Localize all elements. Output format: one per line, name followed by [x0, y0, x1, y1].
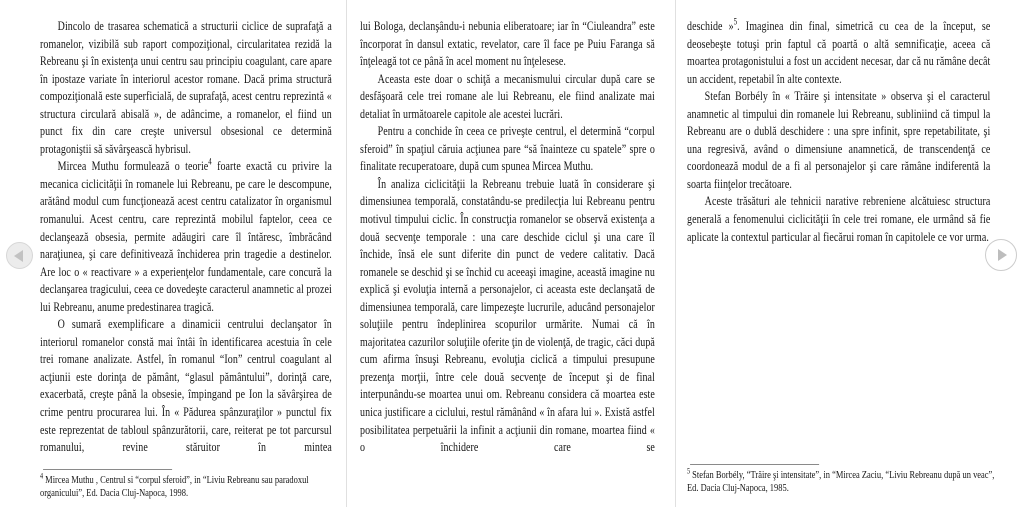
- paragraph: Aceste trăsături ale tehnicii narative rebreniene alcătuiesc structura generală a fenomenului ciclicităţii în cele trei romane, ele urmând să fie aplicate la contextul particular al fiecărui roman în capitolele ce vor urma.: [687, 193, 991, 244]
- text-run: Mircea Muthu , Centrul si “corpul sferoid”, in “Liviu Rebreanu sau paradoxul organicului”, Ed. Dacia Cluj-Napoca, 1998.: [40, 474, 309, 500]
- paragraph: Stefan Borbély în « Trăire şi intensitate » observa şi el caracterul anamnetic al timpului din romanele lui Rebreanu, subliniind că timpul la Rebreanu are o dublă deschidere : una spre infinit, spre repetabilitate, şi una regresivă, având o dimensiune anamnetică, de transcendenţă ce coordonează modul de a fi al personajelor şi care rămâne indiferentă la soarta fiinţelor trecătoare.: [687, 88, 991, 191]
- footnote-separator: [43, 469, 172, 470]
- text-run: . Imaginea din final, simetrică cu cea de la început, se deosebeşte totuşi prin faptul că poartă o altă semnificaţie, aceea că moartea protagonistului a fost un accident necesar, dar că nu rămâne decât un accident, repetabil în alte contexte.: [687, 18, 991, 86]
- arrow-right-icon: [998, 249, 1007, 261]
- next-page-button[interactable]: [985, 239, 1017, 271]
- text-column-3: [687, 17, 990, 245]
- text-run: Stefan Borbély, “Trăire şi intensitate”, in “Mircea Zaciu, “Liviu Rebreanu după un veac”, Ed. Dacia Cluj-Napoca, 1985.: [687, 469, 995, 495]
- footnote-separator: [690, 464, 819, 465]
- text-column-1: [40, 17, 332, 456]
- footnote-reference: 4: [208, 157, 212, 168]
- column-divider: [346, 0, 347, 507]
- text-column-2: [360, 17, 655, 456]
- footnote-reference: 5: [733, 17, 738, 27]
- previous-page-button[interactable]: [6, 242, 33, 269]
- paragraph: Dincolo de trasarea schematică a structurii ciclice de suprafaţă a romanelor, vizibilă sub raport compoziţional, circularitatea rezidă la Rebreanu şi în existenţa unui centru sau principiu coagulant, care apare în ipostaze variate în interiorul acestor romane. Dacă prima structură compoziţională este superficială, de suprafaţă, acest centru reprezintă « structura circulară abisală », de adâncime, a romanelor, el fiind un punct fix din care creşte universul obsesional ce determină protagoniştii să săvârşească hybrisul.: [40, 18, 332, 156]
- footnote-marker: 5: [687, 466, 691, 476]
- paragraph: În analiza ciclicităţii la Rebreanu trebuie luată în considerare şi dimensiunea temporală, constatându-se predilecţia lui Rebreanu pentru motivul timpului ciclic. În construcţia romanelor se observă existenţa a două secvenţe temporale : una care deschide ciclul şi una care îl închide, însă ele sunt diferite din punct de vedere calitativ. Dacă romanele se deschid şi se închid cu aceeaşi imagine, această imagine nu explică şi evoluţia internă a personajelor, ci aceasta este declanşată de dimensiunea temporală, care limpezeşte lucrurile, aducând personajelor soluţiile pentru îndeplinirea scopurilor urmărite. Numai că în majoritatea cazurilor soluţiile oferite ţin de violenţă, de tragic, căci după cum afirma însuşi Rebreanu, evoluţia ciclică a timpului presupune prezenţa morţii, între cele două secvenţe de început şi de final interpunându-se moartea unui om. Rebreanu considera că moartea este unica justificare a ciclului, restul rămânând « în afara lui ». Există astfel posibilitatea perpetuării la infinit a acţiunii din romane, moartea fiind « o închidere care se: [360, 175, 655, 455]
- paragraph: [687, 17, 990, 87]
- text-run: deschide »: [687, 18, 734, 33]
- paragraph: lui Bologa, declanşându-i nebunia eliberatoare; iar în “Ciuleandra” este încorporat în dansul extatic, revelator, care îl face pe Puiu Faranga să înţeleagă tot ce până în acel moment nu înţelesese.: [360, 18, 655, 69]
- footnote-text: [687, 466, 1003, 495]
- paragraph: Aceasta este doar o schiţă a mecanismului circular după care se desfăşoară cele trei romane ale lui Rebreanu, ele fiind analizate mai detaliat în următoarele capitole ale acestei lucrări.: [360, 70, 655, 121]
- arrow-left-icon: [14, 250, 23, 262]
- paragraph: Pentru a conchide în ceea ce priveşte centrul, el determină “corpul sferoid” în spaţiul căruia acţiunea pare “să înainteze cu spatele” spre o finalitate recuperatoare, după cum spunea Mircea Muthu.: [360, 123, 655, 174]
- column-divider: [675, 0, 676, 507]
- footnote-marker: 4: [40, 471, 44, 481]
- paragraph: [40, 157, 332, 315]
- paragraph: O sumară exemplificare a dinamicii centrului declanşator în interiorul romanelor constă mai întâi în identificarea acestuia în cele trei romane analizate. Astfel, în romanul “Ion” centrul coagulant al acţiunii este dorinţa de pământ, “glasul pământului”, dorinţă care, exacerbată, creşte până la obsesie, împingand pe Ion la săvârşirea de crime pentru procurarea lui. În « Pădurea spânzuraţilor » punctul fix este reprezentat de tabloul spânzurătorii, care, reiterat pe tot parcursul romanului, revine stăruitor în mintea: [40, 316, 332, 455]
- footnote-text: [40, 471, 341, 500]
- text-run: foarte exactă cu privire la mecanica ciclicităţii în romanele lui Rebreanu, pe care le descompune, arătând modul cum funcţionează acest centru catalizator în organismul romanului. Acest centru, care reprezintă mobilul faptelor, ceea ce declanşează obsesia, permite adăugiri care îl întăresc, îmbrăcând naraţiunea, şi care definitivează închiderea prin tragedie a destinelor. Are loc o « reactivare » a experienţelor fundamentale, care concură la declanşarea tragicului, ceea ce dovedeşte caracterul anamnetic al prozei lui Rebreanu, anume predestinarea tragică.: [40, 158, 332, 314]
- footnote: [687, 464, 1003, 495]
- text-run: Mircea Muthu formulează o teorie: [57, 158, 209, 174]
- footnote: [40, 469, 341, 500]
